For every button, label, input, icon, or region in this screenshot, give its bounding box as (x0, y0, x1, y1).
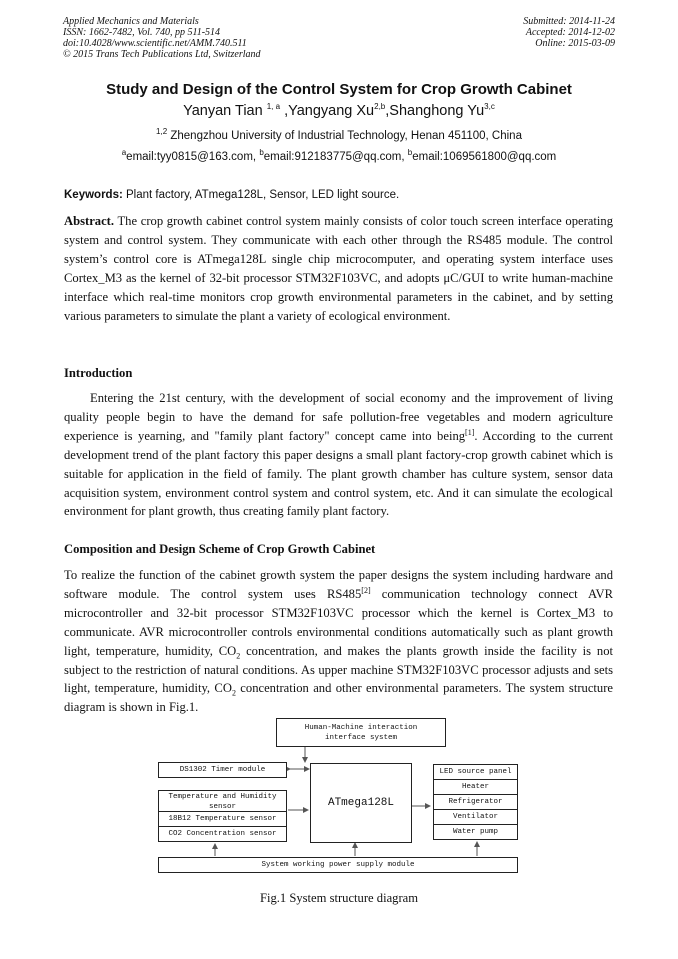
author-name: Yanyan Tian (183, 103, 263, 119)
section2-paragraph (64, 566, 613, 717)
author-name: Shanghong Yu (389, 103, 485, 119)
power-supply-box: System working power supply module (158, 857, 518, 873)
section2-text-2: communication technology connect AVR microcontroller and 32-bit processor STM32F103VC processor which the kernel is Cortex_M3 to communicate. AVR microcontroller controls environmental conditions automatically such as plant growth light, temperature, humidity, CO (64, 586, 614, 658)
intro-text-1: Entering the 21st century, with the development of social economy and the improvement of living quality people begin to have the demand for safe pollution-free vegetables and modern agriculture experience is yearning, and "family plant factory" concept came into being (64, 391, 613, 443)
led-panel-box: LED source panel (433, 764, 518, 780)
abstract-text: The crop growth cabinet control system mainly consists of color touch screen interface operating system and control system. They communicate with each other through the RS485 module. The control system’s control core is ATmega128L single chip microcomputer, and operating system interface uses Cortex_M3 as the kernel of 32-bit processor STM32F103VC, and adopts μC/GUI to write human-machine interface which real-time monitors crop growth environmental parameters in the cabinet, and by setting various parameters to simulate the plant a variety of ecological environment. (64, 214, 613, 323)
doi-line: doi:10.4028/www.scientific.net/AMM.740.511 (63, 38, 247, 49)
system-structure-diagram (155, 716, 521, 878)
ventilator-box: Ventilator (433, 809, 518, 825)
keywords-label: Keywords: (64, 189, 123, 201)
paper-title: Study and Design of the Control System for Crop Growth Cabinet (106, 81, 572, 98)
author-sup: 3,c (484, 102, 495, 112)
email-link[interactable]: email:tyy0815@163.com, (126, 151, 260, 163)
online-date: Online: 2015-03-09 (535, 38, 615, 49)
affiliation-sup: 1,2 (156, 127, 168, 137)
submitted-date: Submitted: 2014-11-24 (523, 16, 615, 27)
intro-paragraph (64, 389, 613, 521)
accepted-date: Accepted: 2014-12-02 (525, 27, 615, 38)
keywords (64, 189, 399, 201)
author-sup: 2,b (374, 102, 386, 112)
hmi-label-2: interface system (324, 733, 397, 742)
email-sup: b (259, 148, 264, 158)
water-pump-box: Water pump (433, 824, 518, 840)
refrigerator-box: Refrigerator (433, 794, 518, 810)
journal-header (63, 16, 261, 60)
co2-subscript: 2 (236, 651, 241, 661)
temperature-sensor-box: 18B12 Temperature sensor (158, 811, 287, 827)
abstract (64, 212, 613, 325)
section2-text-3: concentration, and makes the plants growth inside the facility is not subject to the restriction of natural conditions. As upper machine STM32F103VC processor adjusts and sets light, temperature, humidity, CO (64, 643, 613, 696)
email-sup: a (121, 148, 127, 158)
intro-heading: Introduction (64, 366, 133, 380)
hmi-box (276, 718, 446, 747)
section2-text-1: To realize the function of the cabinet growth system the paper designs the system including hardware and software module. The control system uses RS485 (64, 568, 613, 601)
affiliation (0, 127, 678, 142)
citation-ref[interactable]: [1] (465, 427, 475, 437)
affiliation-text: Zhengzhou University of Industrial Technology, Henan 451100, China (167, 130, 522, 142)
mcu-box: ATmega128L (310, 763, 412, 843)
author-name: Yangyang Xu (288, 103, 375, 119)
email-link[interactable]: email:1069561800@qq.com (412, 151, 557, 163)
intro-text-2: . According to the current development trend of the plant factory this paper designs a small plant factory-crop growth cabinet which is suitable for application in the field of family. The plant growth chamber has culture system, sensor data acquisition system, environment control system and control system, etc. And it can simulate the ecological environment for plant growth, thus creating family plant factory. (64, 428, 613, 519)
timer-module-box: DS1302 Timer module (158, 762, 287, 778)
co2-subscript: 2 (231, 688, 236, 698)
citation-ref[interactable]: [2] (361, 585, 371, 595)
section2-heading: Composition and Design Scheme of Crop Growth Cabinet (64, 542, 376, 556)
temp-humidity-sensor-box: Temperature and Humidity sensor (158, 790, 287, 814)
author-sup: 1, a (266, 102, 281, 112)
hmi-label-1: Human-Machine interaction (304, 723, 418, 732)
figure-caption: Fig.1 System structure diagram (259, 891, 419, 905)
heater-box: Heater (433, 779, 518, 795)
author-separator: , (280, 103, 289, 119)
copyright-line: © 2015 Trans Tech Publications Ltd, Switzerland (63, 49, 261, 60)
author-separator: , (385, 103, 390, 119)
co2-sensor-box: CO2 Concentration sensor (158, 826, 287, 842)
keywords-text: Plant factory, ATmega128L, Sensor, LED light source. (122, 189, 400, 201)
issn-line: ISSN: 1662-7482, Vol. 740, pp 511-514 (63, 27, 221, 38)
journal-name: Applied Mechanics and Materials (63, 16, 199, 27)
abstract-label: Abstract. (64, 214, 115, 228)
email-link[interactable]: email:912183775@qq.com, (263, 151, 408, 163)
author-list (0, 103, 678, 119)
email-sup: b (407, 148, 413, 158)
dates-header (523, 16, 615, 49)
section2-text-4: concentration and other environmental parameters. The system structure diagram is shown in Fig.1. (64, 681, 613, 715)
email-list (0, 148, 678, 163)
